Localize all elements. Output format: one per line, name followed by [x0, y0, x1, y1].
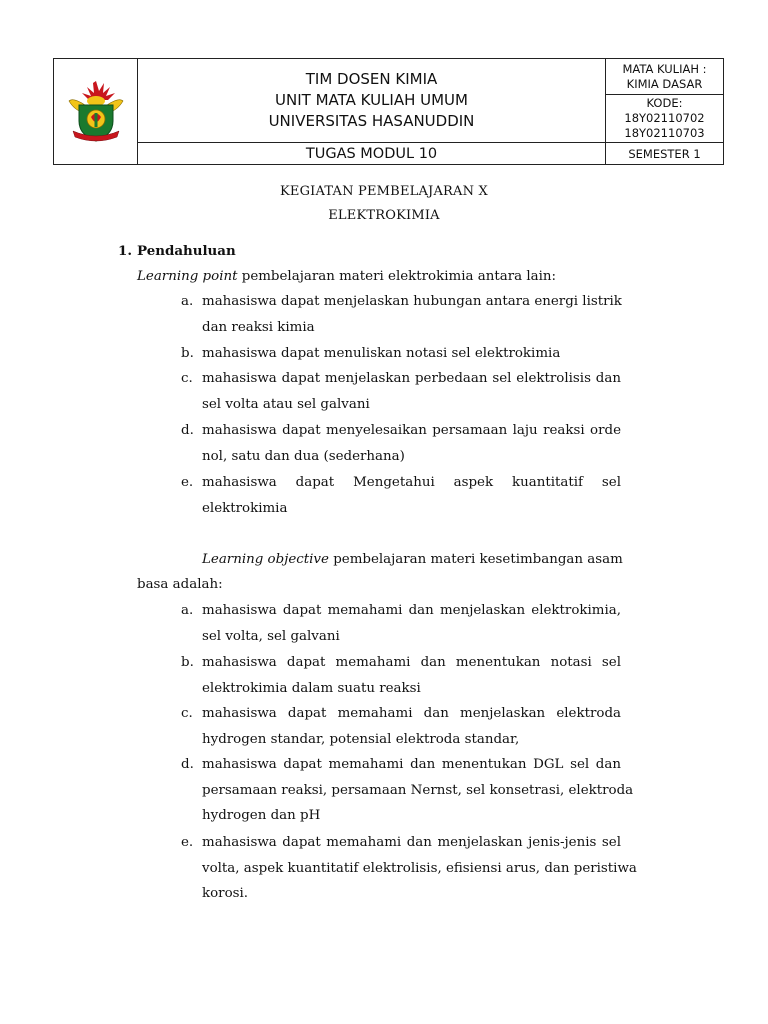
learning-objective-line: volta, aspek kuantitatif elektrolisis, efisiensi arus, dan peristiwa	[202, 860, 637, 876]
university-logo-icon	[63, 79, 129, 145]
code-label: KODE:	[646, 96, 683, 110]
section-number: 1.	[118, 243, 132, 259]
institution-line-3: UNIVERSITAS HASANUDDIN	[268, 112, 475, 130]
learning-objective-line: sel volta, sel galvani	[202, 628, 340, 644]
learning-point-label: e.	[181, 475, 194, 490]
module-title: TUGAS MODUL 10	[305, 146, 438, 162]
learning-objective-line: mahasiswa dapat memahami dan menentukan notasi sel	[202, 655, 621, 670]
semester-info: SEMESTER 1	[628, 147, 701, 161]
section-heading: Pendahuluan	[137, 243, 236, 259]
learning-objective-line: mahasiswa dapat memahami dan menjelaskan elektroda	[202, 706, 621, 721]
code-value-1: 18Y02110702	[624, 111, 705, 125]
learning-objective-line: hydrogen standar, potensial elektroda standar,	[202, 731, 520, 747]
learning-objective-line: elektrokimia dalam suatu reaksi	[202, 680, 421, 696]
learning-objective-label: d.	[181, 757, 194, 772]
institution-block	[138, 59, 605, 143]
learning-objective-intro-line-2: basa adalah:	[137, 577, 223, 592]
learning-point-line: elektrokimia	[202, 500, 288, 516]
learning-point-rest: pembelajaran materi elektrokimia antara lain:	[237, 269, 557, 284]
learning-point-label: b.	[181, 346, 194, 361]
learning-objective-line: mahasiswa dapat memahami dan menentukan DGL sel dan	[202, 757, 621, 772]
learning-objective-line: mahasiswa dapat memahami dan menjelaskan jenis-jenis sel	[202, 835, 621, 850]
course-label: MATA KULIAH :	[622, 61, 707, 76]
learning-point-label: d.	[181, 423, 194, 438]
learning-point-line: nol, satu dan dua (sederhana)	[202, 448, 405, 464]
institution-line-2: UNIT MATA KULIAH UMUM	[275, 91, 468, 109]
course-info-cell	[606, 59, 723, 164]
learning-point-term: Learning point	[137, 269, 238, 284]
logo-cell	[54, 59, 138, 164]
learning-objective-rest: pembelajaran materi kesetimbangan asam	[328, 552, 623, 567]
topic-title: ELEKTROKIMIA	[328, 208, 440, 223]
code-value-2: 18Y02110703	[624, 126, 705, 140]
header-table	[53, 58, 724, 165]
learning-objective-label: c.	[181, 706, 193, 721]
learning-point-intro	[137, 268, 556, 285]
learning-point-line: mahasiswa dapat menjelaskan hubungan antara energi listrik	[202, 294, 622, 309]
learning-point-line: dan reaksi kimia	[202, 319, 315, 335]
institution-line-1: TIM DOSEN KIMIA	[305, 70, 438, 88]
learning-objective-term: Learning objective	[202, 552, 329, 567]
learning-point-label: c.	[181, 371, 193, 386]
learning-objective-line: korosi.	[202, 886, 249, 902]
activity-title: KEGIATAN PEMBELAJARAN X	[279, 184, 488, 199]
header-title-cell	[138, 59, 606, 164]
learning-point-label: a.	[181, 294, 194, 309]
learning-objective-label: a.	[181, 603, 194, 618]
learning-point-line: mahasiswa dapat menjelaskan perbedaan sel elektrolisis dan	[202, 371, 621, 386]
learning-objective-line: mahasiswa dapat memahami dan menjelaskan elektrokimia,	[202, 603, 621, 618]
learning-objective-label: e.	[181, 835, 194, 850]
learning-objective-label: b.	[181, 655, 194, 670]
learning-objective-intro	[202, 551, 621, 568]
learning-point-line: mahasiswa dapat menuliskan notasi sel elektrokimia	[202, 346, 561, 361]
learning-objective-line: persamaan reaksi, persamaan Nernst, sel konsetrasi, elektroda	[202, 782, 634, 798]
learning-point-line: mahasiswa dapat Mengetahui aspek kuantitatif sel	[202, 475, 621, 490]
learning-point-line: sel volta atau sel galvani	[202, 396, 370, 412]
learning-objective-line: hydrogen dan pH	[202, 808, 321, 824]
course-value: KIMIA DASAR	[626, 76, 703, 91]
course-info	[606, 59, 723, 95]
code-info	[606, 95, 723, 143]
learning-point-line: mahasiswa dapat menyelesaikan persamaan laju reaksi orde	[202, 423, 621, 438]
